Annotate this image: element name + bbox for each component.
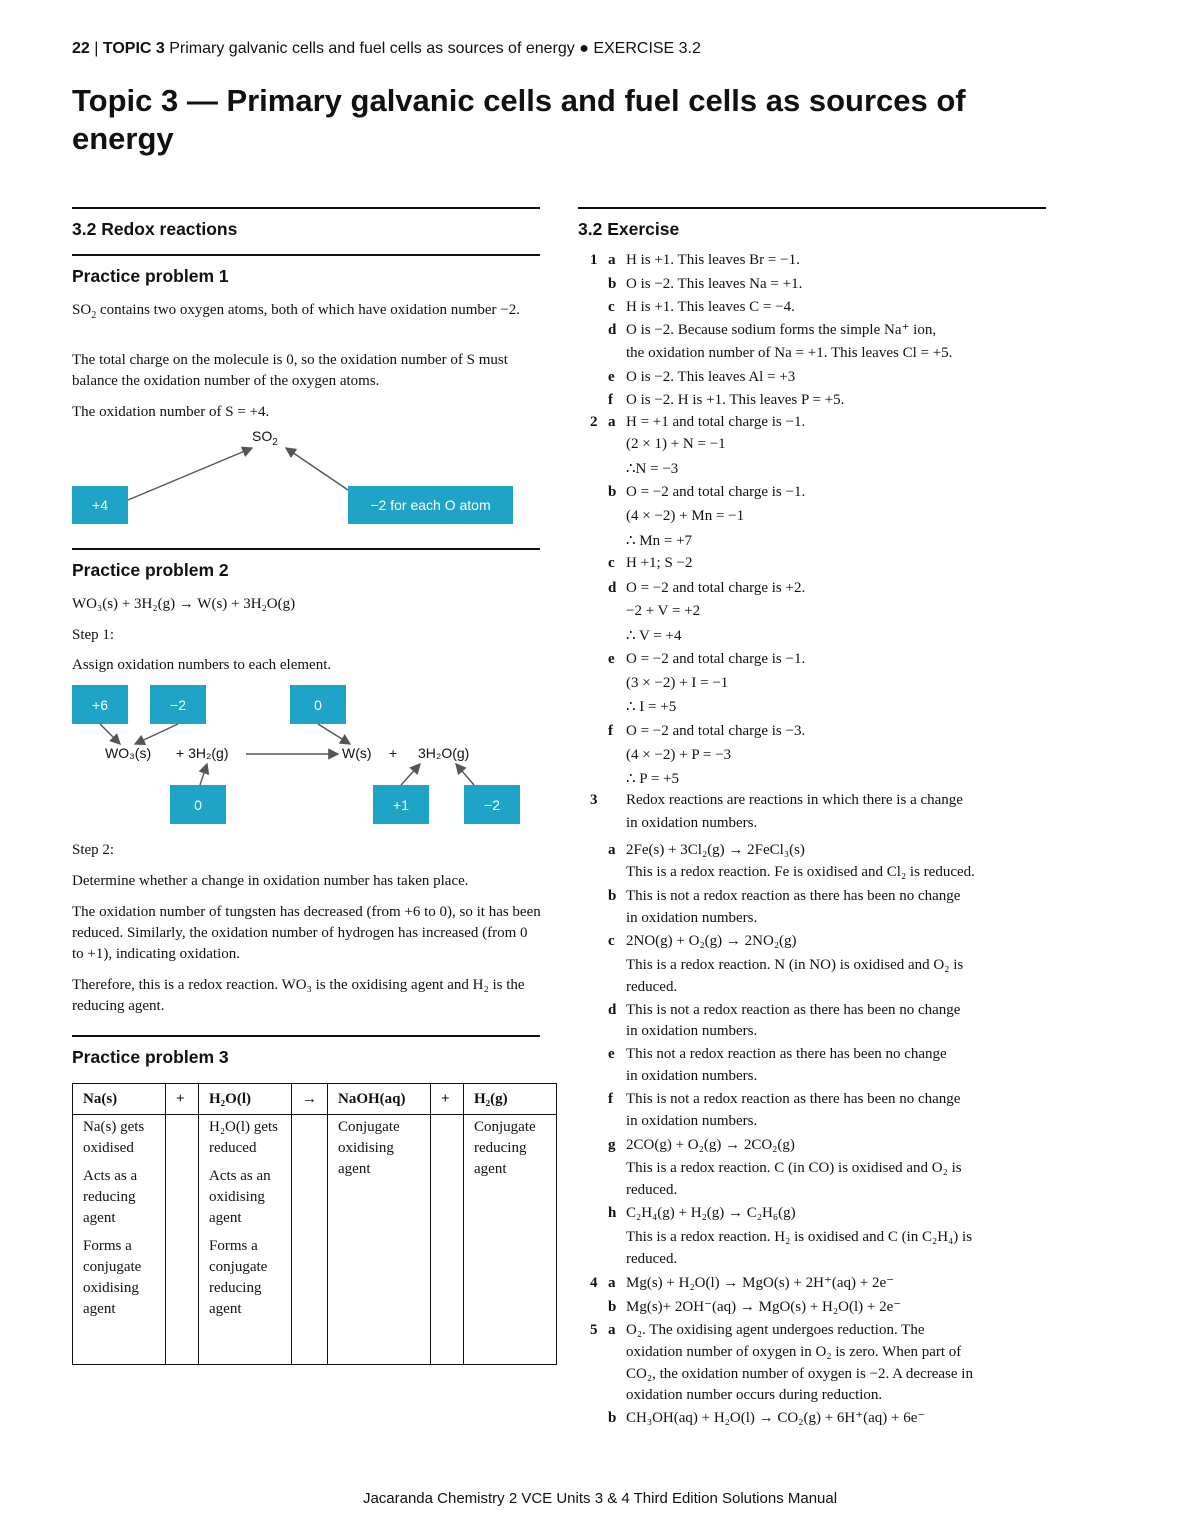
answer-text: in oxidation numbers. [626,1068,758,1084]
answer-text: This not a redox reaction as there has been no change [626,1046,947,1062]
section-heading-left: 3.2 Redox reactions [72,219,238,239]
step2-label: Step 2: [72,842,115,858]
page-number: 22 [72,40,90,57]
box-minus2: −2 [150,685,206,724]
answer-text: Mg(s)+ 2OH⁻(aq) → MgO(s) + H₂O(l) + 2e⁻ [626,1299,902,1315]
answer-text: This is not a redox reaction as there has been no change [626,1091,961,1107]
answer-text: ∴ I = +5 [626,699,677,715]
answer-text: This is a redox reaction. Fe is oxidised and Cl₂ is reduced. [626,864,975,880]
answer-text: C₂H₄(g) + H₂(g) → C₂H₆(g) [626,1205,796,1221]
running-head-sep: | [89,40,103,57]
pp1-sub: 2 [91,310,97,321]
answer-text: reduced. [626,1251,678,1267]
part-letter: a [608,842,616,858]
part-letter: d [608,580,617,596]
so2-text: SO [252,428,273,444]
answer-text: in oxidation numbers. [626,1023,758,1039]
table-row [73,1115,557,1365]
answer-text: O = −2 and total charge is −1. [626,484,806,500]
answer-text: (4 × −2) + P = −3 [626,747,732,763]
table-cell [464,1115,557,1365]
table-cell [328,1115,431,1365]
answer-text: Mg(s) + H₂O(l) → MgO(s) + 2H⁺(aq) + 2e⁻ [626,1275,895,1291]
answer-text: oxidation number occurs during reduction. [626,1387,883,1403]
table-cell [166,1115,199,1365]
part-letter: a [608,1322,616,1338]
pp1-para3: The oxidation number of S = +4. [72,404,270,420]
answer-text: 2NO(g) + O₂(g) → 2NO₂(g) [626,933,797,949]
box-plus1: +1 [373,785,429,824]
answer-text: ∴ V = +4 [626,628,682,644]
part-letter: b [608,1410,617,1426]
part-letter: f [608,1091,613,1107]
table-cell [292,1115,328,1365]
part-letter: g [608,1137,616,1153]
answer-text: ∴ P = +5 [626,771,679,787]
answer-text: 2CO(g) + O₂(g) → 2CO₂(g) [626,1137,795,1153]
answer-text: (2 × 1) + N = −1 [626,436,726,452]
part-letter: a [608,414,616,430]
answer-text: oxidation number of oxygen in O₂ is zero. When part of [626,1344,962,1360]
pp3-table [72,1083,557,1365]
page-title: Topic 3 — Primary galvanic cells and fuel cells as sources of energy [72,83,966,156]
answer-text: ∴N = −3 [626,461,679,477]
question-number: 2 [590,414,598,430]
answer-text: Redox reactions are reactions in which there is a change [626,792,963,808]
pp3-heading: Practice problem 3 [72,1047,229,1067]
step2-text: Determine whether a change in oxidation number has taken place. [72,873,469,889]
pp1-text: contains two oxygen atoms, both of which have oxidation number −2. [96,302,520,318]
part-letter: c [608,933,615,949]
answer-text: ∴ Mn = +7 [626,533,693,549]
pp2-heading: Practice problem 2 [72,560,229,580]
answer-text: in oxidation numbers. [626,910,758,926]
part-letter: b [608,276,617,292]
label-h2: + 3H₂(g) [176,745,229,761]
label-wo3: WO₃(s) [105,745,152,761]
part-letter: a [608,252,616,268]
part-letter: f [608,723,613,739]
answer-text: O is −2. H is +1. This leaves P = +5. [626,392,845,408]
table-header: H₂(g) [464,1084,557,1115]
box-zero-top: 0 [290,685,346,724]
box-plus6: +6 [72,685,128,724]
answer-text: O = −2 and total charge is −3. [626,723,806,739]
answer-text: H is +1. This leaves Br = −1. [626,252,800,268]
answer-text: This is a redox reaction. N (in NO) is oxidised and O₂ is [626,957,964,973]
running-head-topic: TOPIC 3 [102,40,165,57]
part-letter: f [608,392,613,408]
label-w: W(s) [342,745,372,761]
answer-text: (3 × −2) + I = −1 [626,675,729,691]
pp1-heading: Practice problem 1 [72,266,229,286]
cell-text: Acts as a reducing agent [83,1168,138,1226]
so2-sub: 2 [272,436,278,448]
question-number: 5 [590,1322,598,1338]
part-letter: a [608,1275,616,1291]
part-letter: e [608,651,615,667]
answer-text: O is −2. This leaves Na = +1. [626,276,803,292]
question-number: 4 [590,1275,598,1291]
part-letter: d [608,1002,617,1018]
table-cell [199,1115,292,1365]
answer-text: in oxidation numbers. [626,815,758,831]
cell-text: Forms a conjugate reducing agent [209,1238,268,1317]
footer: Jacaranda Chemistry 2 VCE Units 3 & 4 Third Edition Solutions Manual [362,1490,838,1507]
answer-text: O = −2 and total charge is −1. [626,651,806,667]
answer-text: reduced. [626,1182,678,1198]
cell-text: Acts as an oxidising agent [209,1168,271,1226]
part-letter: h [608,1205,617,1221]
table-header: H₂O(l) [199,1084,292,1115]
answer-text: This is a redox reaction. C (in CO) is oxidised and O₂ is [626,1160,962,1176]
divider [72,1035,540,1037]
answer-text: This is not a redox reaction as there has been no change [626,1002,961,1018]
cell-text: Forms a conjugate oxidising agent [83,1238,142,1317]
divider [578,207,1046,209]
answer-text: O is −2. Because sodium forms the simple Na⁺ ion, [626,322,937,338]
answer-text: O₂. The oxidising agent undergoes reduction. The [626,1322,925,1338]
table-header: Na(s) [73,1084,166,1115]
part-letter: e [608,1046,615,1062]
cell-text: Conjugate oxidising agent [338,1119,400,1177]
running-head-rest: Primary galvanic cells and fuel cells as sources of energy ● EXERCISE 3.2 [164,40,701,57]
answer-text: the oxidation number of Na = +1. This leaves Cl = +5. [626,345,953,361]
answer-text: H +1; S −2 [626,555,693,571]
table-header: NaOH(aq) [328,1084,431,1115]
answer-text: CH₃OH(aq) + H₂O(l) → CO₂(g) + 6H⁺(aq) + 6e⁻ [626,1410,926,1426]
answer-text: O = −2 and total charge is +2. [626,580,806,596]
answer-text: 2Fe(s) + 3Cl₂(g) → 2FeCl₃(s) [626,842,805,858]
table-header: + [166,1084,199,1115]
cell-text: H₂O(l) gets reduced [209,1119,278,1156]
table-cell [431,1115,464,1365]
answer-text: −2 + V = +2 [626,603,701,619]
section-heading-right: 3.2 Exercise [578,219,680,239]
label-plus: + [389,745,398,761]
cell-text: Na(s) gets oxidised [83,1119,145,1156]
pp2-equation: WO₃(s) + 3H₂(g) → W(s) + 3H₂O(g) [72,596,296,612]
pp2-therefore: Therefore, this is a redox reaction. WO₃ is the oxidising agent and H₂ is the reducing agent. [72,977,525,1014]
pp1-text: SO [72,302,92,318]
part-letter: e [608,369,615,385]
answer-text: H is +1. This leaves C = −4. [626,299,795,315]
cell-text: Conjugate reducing agent [474,1119,536,1177]
part-letter: b [608,888,617,904]
answer-text: in oxidation numbers. [626,1113,758,1129]
part-letter: d [608,322,617,338]
box-zero-bottom: 0 [170,785,226,824]
answer-text: reduced. [626,979,678,995]
table-cell [73,1115,166,1365]
table-header: + [431,1084,464,1115]
box-minus2-right: −2 [464,785,520,824]
question-number: 1 [590,252,598,268]
pp2-tungsten: The oxidation number of tungsten has decreased (from +6 to 0), so it has been reduced. Similarly, the oxidation number of hydrogen has increased (from 0 to +1), indicating oxidation. [72,904,541,962]
table-header-row [73,1084,557,1115]
box-plus4: +4 [72,486,128,524]
answer-text: This is a redox reaction. H₂ is oxidised and C (in C₂H₄) is [626,1229,973,1245]
part-letter: b [608,484,617,500]
answer-text: O is −2. This leaves Al = +3 [626,369,796,385]
step1-text: Assign oxidation numbers to each element. [72,657,332,673]
question-number: 3 [590,792,598,808]
answer-text: This is not a redox reaction as there has been no change [626,888,961,904]
part-letter: c [608,555,615,571]
table-header: → [292,1084,328,1115]
part-letter: b [608,1299,617,1315]
step1-label: Step 1: [72,627,115,643]
answer-text: H = +1 and total charge is −1. [626,414,806,430]
pp1-para2: The total charge on the molecule is 0, so the oxidation number of S must balance the oxidation number of the oxygen atoms. [72,352,508,389]
box-minus2-each-o: −2 for each O atom [348,486,513,524]
part-letter: c [608,299,615,315]
label-h2o: 3H₂O(g) [418,745,470,761]
answer-text: (4 × −2) + Mn = −1 [626,508,745,524]
answer-text: CO₂, the oxidation number of oxygen is −2. A decrease in [626,1366,973,1382]
